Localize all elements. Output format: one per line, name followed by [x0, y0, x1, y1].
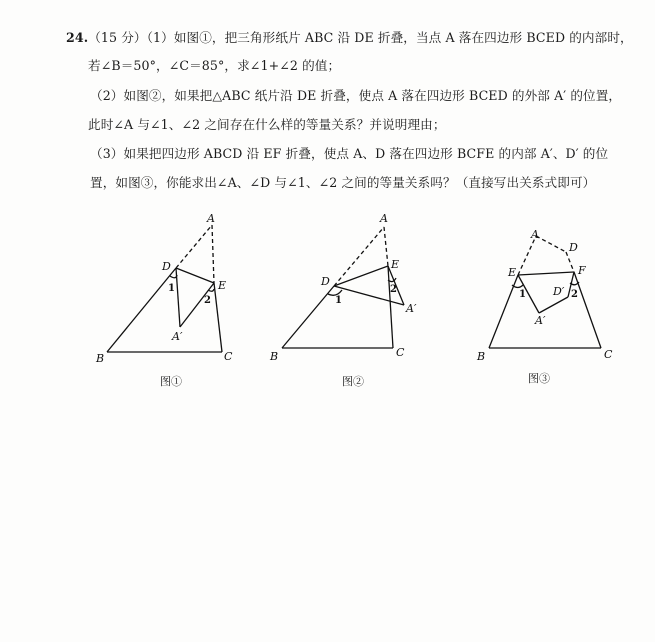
fig3-label-e: E	[508, 266, 517, 279]
fig1-label-e: E	[218, 279, 227, 292]
fig2-label-d: D	[321, 275, 330, 288]
fig1-label-angle2: 2	[204, 295, 211, 306]
fig3-label-a: A	[531, 228, 539, 241]
problem-line-5: （3）如果把四边形 ABCD 沿 EF 折叠，使点 A、D 落在四边形 BCFE 的内部 A′、D′ 的位	[90, 146, 609, 161]
fig3-fold-ef	[518, 272, 574, 275]
figure-2	[282, 227, 404, 348]
fig2-side-bd	[282, 286, 334, 348]
figure-3-labels	[476, 228, 613, 385]
fig3-dash-df	[566, 252, 574, 272]
figure-1-labels	[95, 212, 233, 388]
fig3-label-d: D	[569, 241, 578, 254]
fig1-label-angle1: 1	[168, 283, 175, 294]
fig2-label-angle1: 1	[335, 295, 342, 306]
fig1-label-b: B	[96, 352, 105, 365]
fig3-dash-ea	[518, 236, 536, 275]
fig1-caption: 图①	[160, 375, 182, 388]
problem-line-1-text: （15 分）（1）如图①，把三角形纸片 ABC 沿 DE 折叠，当点 A 落在四边形 BCED 的内部时，	[88, 30, 633, 45]
problem-line-3: （2）如图②，如果把△ABC 纸片沿 DE 折叠，使点 A 落在四边形 BCED 的外部 A′ 的位置，	[90, 88, 622, 103]
fig2-side-ce	[388, 266, 393, 348]
fig3-label-f: F	[578, 264, 586, 277]
fig1-side-ce	[214, 283, 222, 352]
fig2-label-a-prime: A′	[406, 302, 417, 315]
fig2-label-angle2: 2	[390, 284, 397, 295]
fig2-label-b: B	[270, 350, 279, 363]
fig3-fold-a-prime-d-prime	[539, 297, 568, 313]
fig3-dash-ad	[536, 236, 566, 252]
fig2-label-e: E	[391, 258, 400, 271]
fig2-label-c: C	[396, 346, 405, 359]
figure-3	[489, 236, 601, 348]
fig3-label-c: C	[604, 348, 613, 361]
fig2-dash-ae	[384, 227, 388, 266]
fig1-dash-ae	[212, 225, 214, 283]
fig1-label-c: C	[224, 350, 233, 363]
fig1-dash-da	[176, 225, 212, 268]
figure-2-labels	[269, 212, 417, 388]
problem-line-2: 若∠B＝50°，∠C＝85°，求∠1+∠2 的值；	[88, 58, 341, 73]
fig1-label-d: D	[162, 260, 171, 273]
fig1-label-a-prime: A′	[172, 330, 183, 343]
fig1-side-bd	[107, 268, 176, 352]
fig1-fold-de	[176, 268, 214, 283]
fig3-label-a-prime: A′	[535, 314, 546, 327]
figure-1	[107, 225, 222, 352]
fig3-label-b: B	[477, 350, 486, 363]
fig2-caption: 图②	[342, 375, 364, 388]
fig3-caption: 图③	[528, 372, 550, 385]
problem-number: 24.	[66, 30, 89, 45]
fig3-label-angle2: 2	[571, 289, 578, 300]
problem-line-4: 此时∠A 与∠1、∠2 之间存在什么样的等量关系？并说明理由；	[88, 117, 446, 132]
problem-line-6: 置，如图③，你能求出∠A、∠D 与∠1、∠2 之间的等量关系吗？（直接写出关系式即可）	[90, 175, 596, 190]
fig1-label-a: A	[207, 212, 215, 225]
fig3-label-d-prime: D′	[553, 285, 565, 298]
fig2-label-a: A	[380, 212, 388, 225]
fig3-label-angle1: 1	[519, 289, 526, 300]
fig2-fold-de	[334, 266, 388, 286]
